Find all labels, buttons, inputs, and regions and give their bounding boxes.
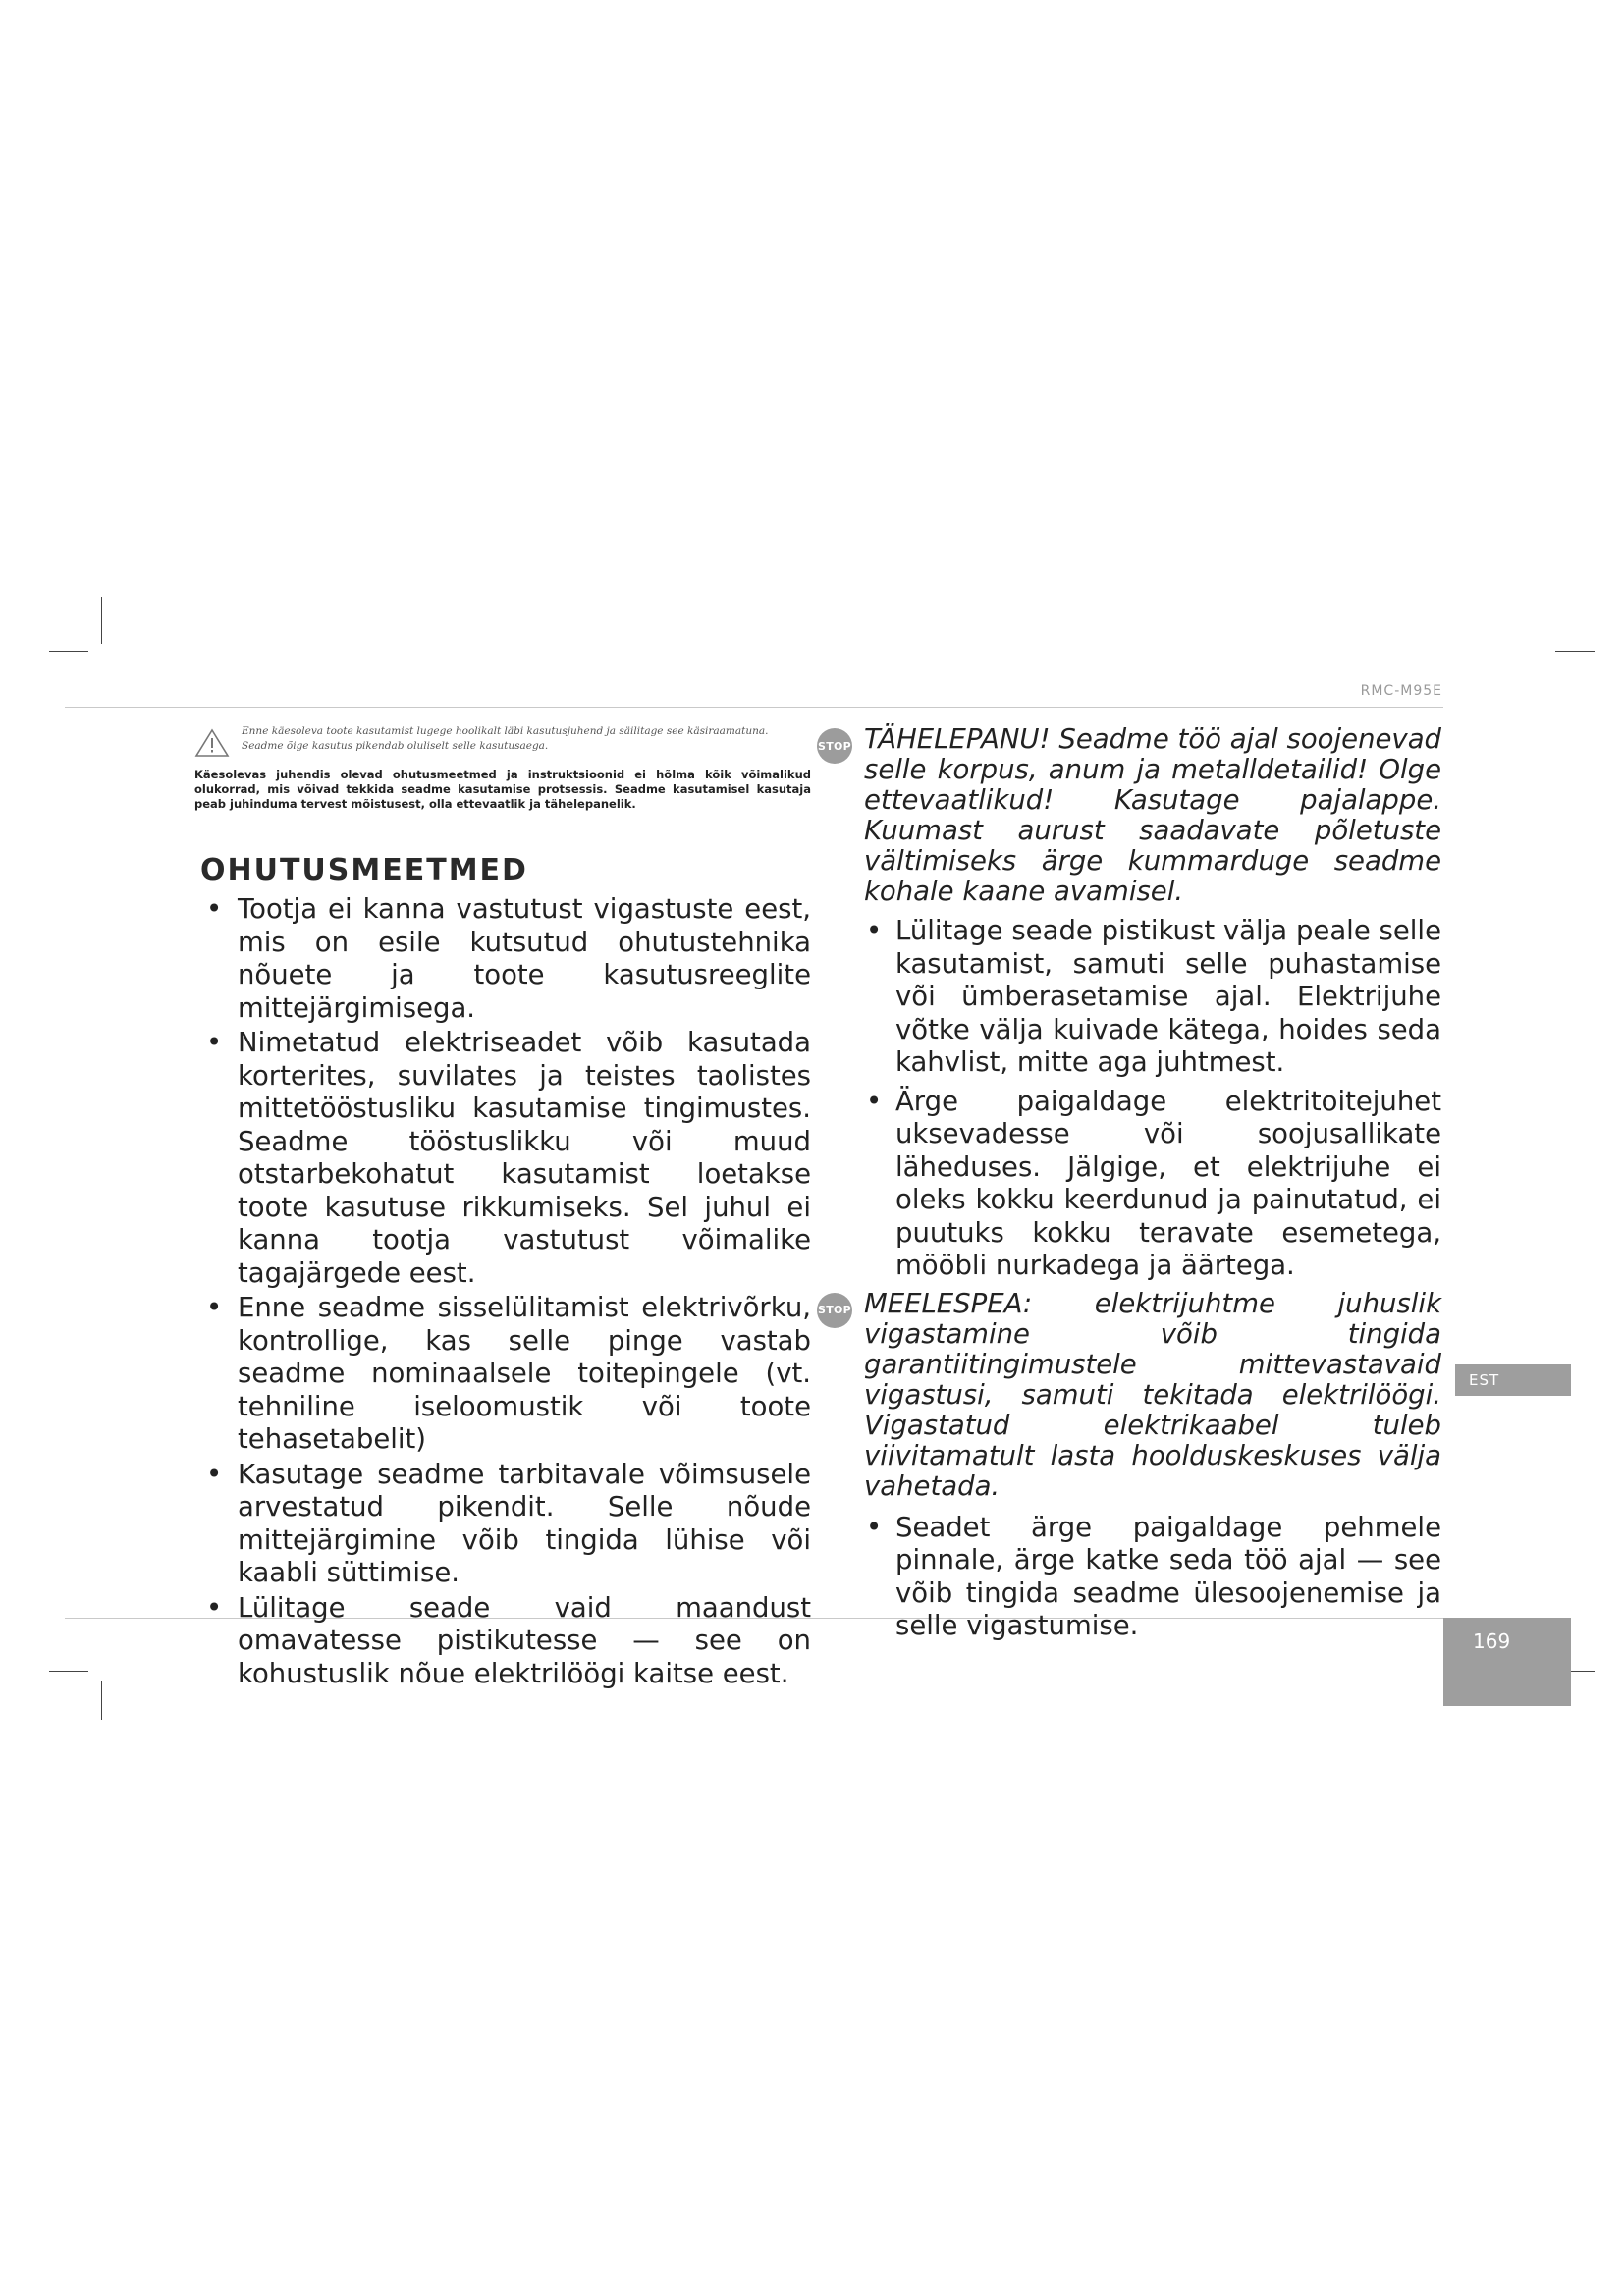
bullet-icon: •	[206, 1027, 223, 1058]
right-bullet-list-a	[864, 915, 1441, 1283]
bullet-icon: •	[866, 1511, 883, 1543]
list-item	[194, 1292, 811, 1457]
stop-icon: STOP	[817, 728, 852, 764]
left-bullet-list	[194, 893, 811, 1690]
crop-mark	[49, 651, 88, 652]
section-heading: OHUTUSMEETMED	[200, 853, 528, 887]
model-number: RMC-M95E	[1360, 683, 1442, 699]
list-item	[194, 1459, 811, 1590]
warning-italic-text: Enne käesoleva toote kasutamist lugege hoolikalt läbi kasutusjuhend ja säilitage see käsiraamatuna. Seadme õige kasutus pikendab oluliselt selle kasutusaega.	[242, 725, 769, 752]
language-tab: EST	[1455, 1364, 1571, 1396]
list-item	[864, 915, 1441, 1080]
warning-note	[194, 724, 811, 758]
attention-note	[817, 723, 1441, 907]
bullet-text: Enne seadme sisselülitamist elektrivõrku, kontrollige, kas selle pinge vastab seadme nominaalsele toitepingele (vt. tehniline iseloomustik või toote tehasetabelit)	[238, 1292, 811, 1455]
bullet-text: Kasutage seadme tarbitavale võimsusele arvestatud pikendit. Selle nõude mittejärgimine võib tingida lühise või kaabli süttimise.	[238, 1458, 811, 1588]
right-bullet-list-b	[864, 1512, 1441, 1643]
bullet-text: Seadet ärge paigaldage pehmele pinnale, ärge katke seda töö ajal — see võib tingida seadme ülesoojenemise ja selle vigastumise.	[895, 1511, 1441, 1641]
list-item	[864, 1512, 1441, 1643]
bullet-icon: •	[866, 915, 883, 946]
list-item	[194, 1027, 811, 1290]
bullet-icon: •	[866, 1085, 883, 1117]
reminder-note	[817, 1287, 1441, 1502]
header-rule	[65, 707, 1443, 708]
bullet-icon: •	[206, 1292, 223, 1323]
bullet-icon: •	[206, 1458, 223, 1490]
bullet-text: Nimetatud elektriseadet võib kasutada korterites, suvilates ja teistes taolistes mittetööstusliku kasutamise tingimustes. Seadme tööstuslikku või muud otstarbekohatut kasutamist loetakse toote kasutuse rikkumiseks. Sel juhul ei kanna tootja vastutust võimalike tagajärgede eest.	[238, 1027, 811, 1289]
crop-mark	[101, 1681, 102, 1720]
reminder-text: MEELESPEA: elektrijuhtme juhuslik vigastamine võib tingida garantiitingimustele mittevastavaid vigastusi, samuti tekitada elektrilöögi. Vigastatud elektrikaabel tuleb viivitamatult lasta hoolduskeskuses välja vahetada.	[864, 1287, 1441, 1502]
bullet-text: Tootja ei kanna vastutust vigastuste eest, mis on esile kutsutud ohutustehnika nõuete ja toote kasutusreeglite mittejärgimisega.	[238, 893, 811, 1024]
crop-mark	[49, 1671, 88, 1672]
bullet-text: Lülitage seade vaid maandust omavatesse pistikutesse — see on kohustuslik nõue elektrilöögi kaitse eest.	[238, 1591, 811, 1689]
bullet-icon: •	[206, 1591, 223, 1624]
list-item	[194, 1592, 811, 1691]
bullet-icon: •	[206, 893, 223, 925]
crop-mark	[1555, 651, 1595, 652]
warning-triangle-icon	[194, 728, 230, 758]
bullet-text: Ärge paigaldage elektritoitejuhet uksevadesse või soojusallikate läheduses. Jälgige, et elektrijuhe ei oleks kokku keerdunud ja painutatud, ei puutuks kokku teravate esemetega, mööbli nurkadega ja äärtega.	[895, 1085, 1441, 1281]
list-item	[864, 1086, 1441, 1283]
crop-mark	[101, 597, 102, 644]
page-number: 169	[1443, 1618, 1571, 1706]
warning-bold-text: Käesolevas juhendis olevad ohutusmeetmed ja instruktsioonid ei hõlma kõik võimalikud olukorrad, mis võivad tekkida seadme kasutamise protsessis. Seadme kasutamisel kasutaja peab juhinduma tervest mõistusest, olla ettevaatlik ja tähelepanelik.	[194, 768, 811, 811]
right-column	[817, 723, 1441, 1649]
list-item	[194, 893, 811, 1025]
left-column	[194, 724, 811, 1692]
bullet-text: Lülitage seade pistikust välja peale selle kasutamist, samuti selle puhastamise või ümberasetamise ajal. Elektrijuhe võtke välja kuivade kätega, hoides seda kahvlist, mitte aga juhtmest.	[895, 915, 1441, 1078]
stop-icon: STOP	[817, 1293, 852, 1328]
attention-text: TÄHELEPANU! Seadme töö ajal soojenevad selle korpus, anum ja metalldetailid! Olge ettevaatlikud! Kasutage pajalappe. Kuumast aurust saadavate põletuste vältimiseks ärge kummarduge seadme kohale kaane avamisel.	[864, 723, 1441, 907]
